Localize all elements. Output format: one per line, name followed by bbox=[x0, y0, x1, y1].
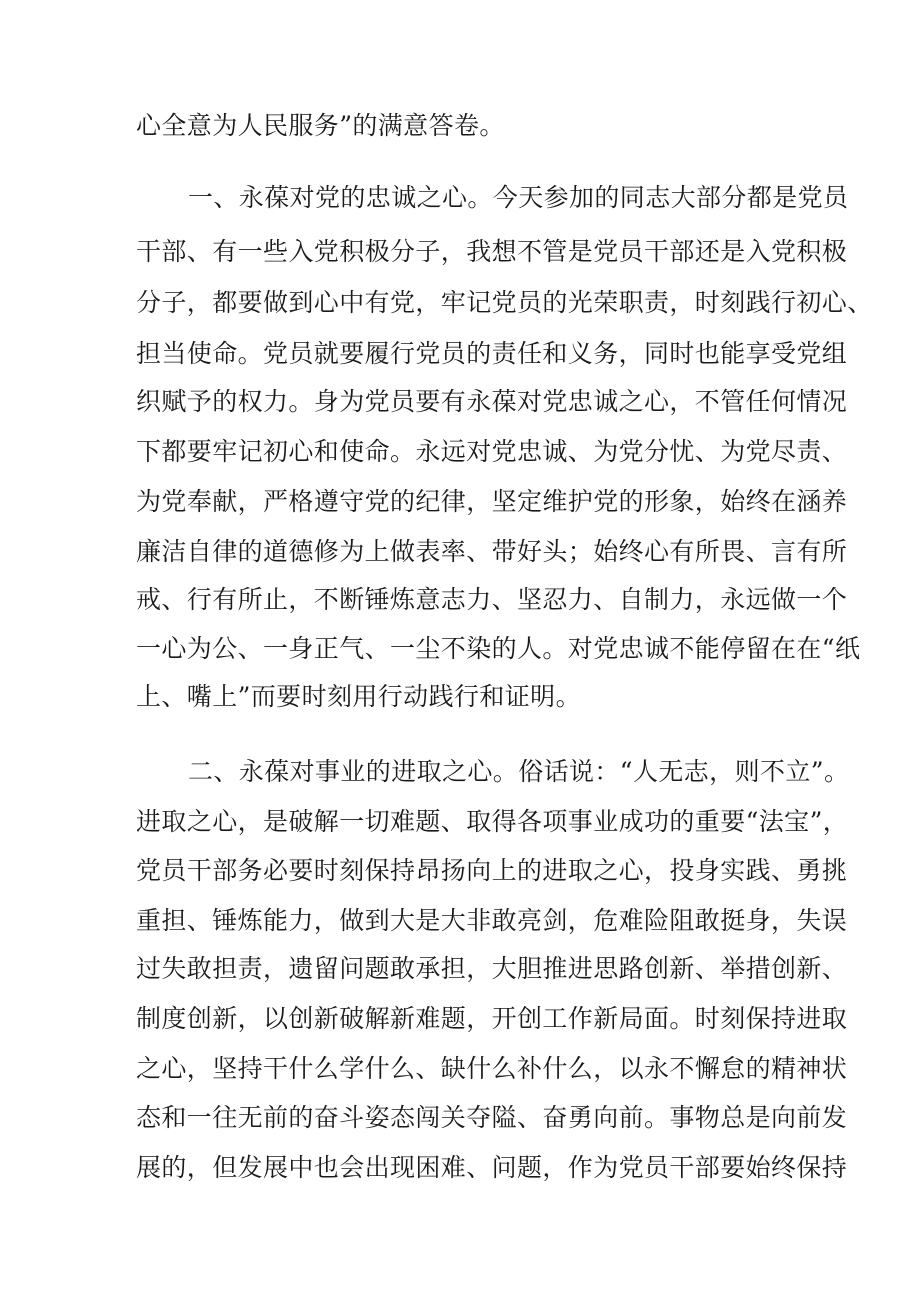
text-line: 心全意为人民服务”的满意答卷。 bbox=[136, 111, 505, 140]
text-line: 展的，但发展中也会出现困难、问题，作为党员干部要始终保持 bbox=[136, 1153, 848, 1182]
text-line: 制度创新，以创新破解新难题，开创工作新局面。时刻保持进取 bbox=[136, 1004, 848, 1033]
text-line: 为党奉献，严格遵守党的纪律，坚定维护党的形象，始终在涵养 bbox=[136, 487, 848, 516]
text-line: 一心为公、一身正气、一尘不染的人。对党忠诚不能停留在在“纸 bbox=[136, 634, 861, 663]
text-line: 织赋予的权力。身为党员要有永葆对党忠诚之心，不管任何情况 bbox=[136, 387, 848, 416]
text-line: 之心，坚持干什么学什么、缺什么补什么，以永不懈怠的精神状 bbox=[136, 1054, 848, 1083]
text-line: 党员干部务必要时刻保持昂扬向上的进取之心，投身实践、勇挑 bbox=[136, 856, 848, 885]
text-line: 戒、行有所止，不断锤炼意志力、坚忍力、自制力，永远做一个 bbox=[136, 585, 848, 614]
text-line: 担当使命。党员就要履行党员的责任和义务，同时也能享受党组 bbox=[136, 339, 848, 368]
text-line: 廉洁自律的道德修为上做表率、带好头；始终心有所畏、言有所 bbox=[136, 537, 848, 566]
text-line: 态和一往无前的奋斗姿态闯关夺隘、奋勇向前。事物总是向前发 bbox=[136, 1103, 848, 1132]
section-1-heading-line: 一、永葆对党的忠诚之心。今天参加的同志大部分都是党员 bbox=[188, 183, 849, 212]
text-line: 重担、锤炼能力，做到大是大非敢亮剑，危难险阻敢挺身，失误 bbox=[136, 906, 848, 935]
text-line: 下都要牢记初心和使命。永远对党忠诚、为党分忧、为党尽责、 bbox=[136, 437, 848, 466]
section-2-heading-line: 二、永葆对事业的进取之心。俗话说：“人无志，则不立”。 bbox=[188, 757, 850, 786]
text-line: 进取之心，是破解一切难题、取得各项事业成功的重要“法宝”， bbox=[136, 807, 849, 836]
text-line: 过失敢担责，遗留问题敢承担，大胆推进思路创新、举措创新、 bbox=[136, 954, 848, 983]
text-line: 上、嘴上”而要时刻用行动践行和证明。 bbox=[136, 682, 581, 711]
text-line: 分子，都要做到心中有党，牢记党员的光荣职责，时刻践行初心、 bbox=[136, 288, 873, 317]
text-line: 干部、有一些入党积极分子，我想不管是党员干部还是入党积极 bbox=[136, 237, 848, 266]
